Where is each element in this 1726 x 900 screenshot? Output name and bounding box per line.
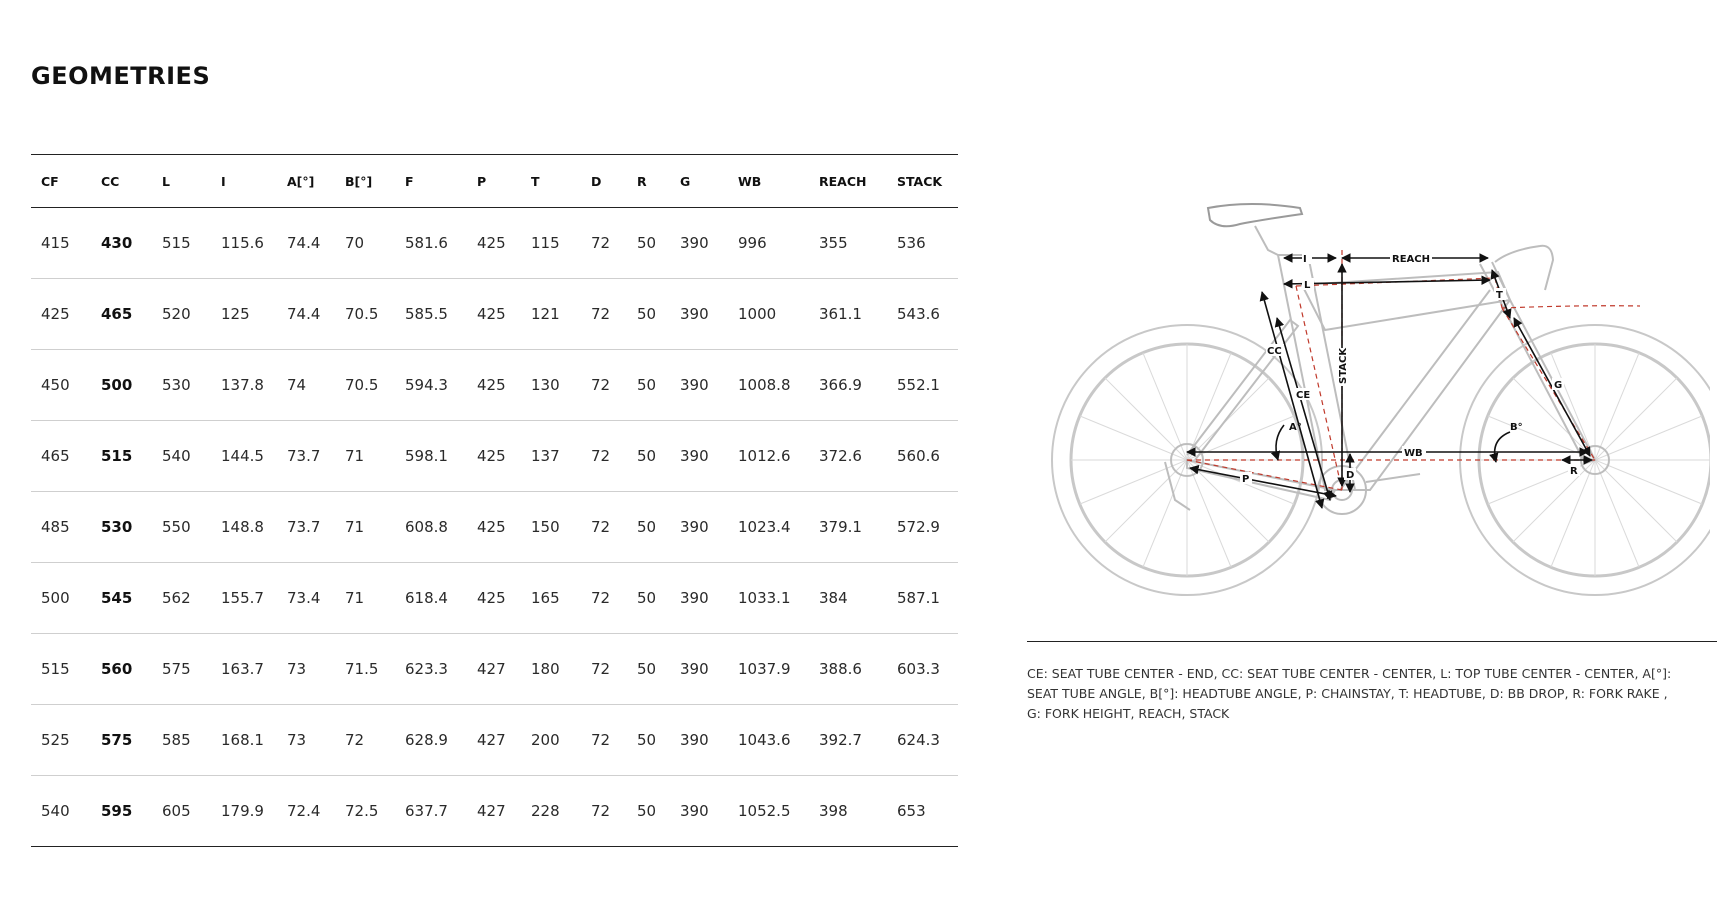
table-cell: 121 — [531, 305, 560, 323]
table-cell: 585 — [162, 731, 191, 749]
column-header: REACH — [819, 173, 867, 189]
column-header: L — [162, 173, 170, 189]
table-cell: 1000 — [738, 305, 777, 323]
table-cell: 996 — [738, 234, 767, 252]
table-cell: 585.5 — [405, 305, 448, 323]
table-cell: 72 — [591, 731, 611, 749]
dim-label-b: B° — [1510, 422, 1523, 433]
table-cell: 628.9 — [405, 731, 448, 749]
table-cell: 130 — [531, 376, 560, 394]
table-cell: 125 — [221, 305, 250, 323]
table-cell: 425 — [41, 305, 70, 323]
table-cell: 390 — [680, 660, 709, 678]
table-cell: 155.7 — [221, 589, 264, 607]
table-cell: 148.8 — [221, 518, 264, 536]
dim-label-r: R — [1570, 466, 1578, 477]
table-cell: 72 — [591, 660, 611, 678]
table-cell: 144.5 — [221, 447, 264, 465]
column-header: D — [591, 173, 602, 189]
table-cell: 74 — [287, 376, 307, 394]
table-cell: 594.3 — [405, 376, 448, 394]
table-cell: 1023.4 — [738, 518, 791, 536]
table-cell: 485 — [41, 518, 70, 536]
table-cell: 72 — [591, 589, 611, 607]
table-cell: 73 — [287, 731, 307, 749]
table-cell: 515 — [101, 447, 133, 465]
table-cell: 180 — [531, 660, 560, 678]
table-cell: 179.9 — [221, 802, 264, 820]
table-cell: 598.1 — [405, 447, 448, 465]
table-cell: 50 — [637, 731, 657, 749]
table-header-row — [31, 155, 958, 208]
table-cell: 50 — [637, 234, 657, 252]
table-cell: 392.7 — [819, 731, 862, 749]
table-cell: 500 — [41, 589, 70, 607]
table-cell: 390 — [680, 518, 709, 536]
table-cell: 530 — [162, 376, 191, 394]
table-cell: 50 — [637, 518, 657, 536]
table-cell: 623.3 — [405, 660, 448, 678]
table-cell: 515 — [162, 234, 191, 252]
table-cell: 72.4 — [287, 802, 321, 820]
table-cell: 73.7 — [287, 518, 321, 536]
column-header: F — [405, 173, 414, 189]
page-title: GEOMETRIES — [31, 62, 211, 90]
table-cell: 74.4 — [287, 234, 321, 252]
table-cell: 425 — [477, 447, 506, 465]
table-cell: 384 — [819, 589, 848, 607]
table-cell: 73.7 — [287, 447, 321, 465]
table-cell: 398 — [819, 802, 848, 820]
table-cell: 137 — [531, 447, 560, 465]
dim-label-i: I — [1303, 254, 1307, 265]
table-row — [31, 421, 958, 492]
table-cell: 575 — [162, 660, 191, 678]
table-cell: 379.1 — [819, 518, 862, 536]
table-cell: 562 — [162, 589, 191, 607]
table-row — [31, 776, 958, 847]
table-cell: 500 — [101, 376, 133, 394]
table-cell: 425 — [477, 234, 506, 252]
dim-label-cc: CC — [1267, 346, 1282, 357]
table-cell: 425 — [477, 589, 506, 607]
table-cell: 427 — [477, 802, 506, 820]
dim-label-l: L — [1304, 280, 1311, 291]
table-cell: 115 — [531, 234, 560, 252]
dim-label-a: A° — [1289, 422, 1302, 433]
table-cell: 1033.1 — [738, 589, 791, 607]
table-cell: 50 — [637, 802, 657, 820]
table-cell: 624.3 — [897, 731, 940, 749]
table-cell: 390 — [680, 376, 709, 394]
table-cell: 366.9 — [819, 376, 862, 394]
table-cell: 581.6 — [405, 234, 448, 252]
column-header: STACK — [897, 173, 943, 189]
column-header: G — [680, 173, 691, 189]
table-cell: 540 — [162, 447, 191, 465]
table-cell: 50 — [637, 447, 657, 465]
table-cell: 50 — [637, 376, 657, 394]
table-cell: 355 — [819, 234, 848, 252]
dimension-lines — [1187, 258, 1592, 508]
table-cell: 70 — [345, 234, 365, 252]
table-cell: 550 — [162, 518, 191, 536]
table-cell: 72 — [591, 802, 611, 820]
table-cell: 72 — [591, 447, 611, 465]
table-body — [31, 208, 958, 847]
table-cell: 560 — [101, 660, 133, 678]
table-cell: 587.1 — [897, 589, 940, 607]
column-header: B[°] — [345, 173, 373, 189]
table-cell: 168.1 — [221, 731, 264, 749]
table-cell: 70.5 — [345, 305, 379, 323]
table-cell: 427 — [477, 731, 506, 749]
table-cell: 50 — [637, 589, 657, 607]
table-cell: 228 — [531, 802, 560, 820]
table-cell: 450 — [41, 376, 70, 394]
column-header: CF — [41, 173, 59, 189]
table-cell: 390 — [680, 305, 709, 323]
table-cell: 1052.5 — [738, 802, 791, 820]
table-cell: 71 — [345, 518, 365, 536]
table-cell: 637.7 — [405, 802, 448, 820]
table-cell: 465 — [41, 447, 70, 465]
table-row — [31, 350, 958, 421]
table-row — [31, 705, 958, 776]
table-cell: 552.1 — [897, 376, 940, 394]
table-row — [31, 563, 958, 634]
table-cell: 575 — [101, 731, 133, 749]
table-cell: 71 — [345, 447, 365, 465]
table-cell: 150 — [531, 518, 560, 536]
table-cell: 73.4 — [287, 589, 321, 607]
bike-diagram-svg — [1040, 190, 1710, 605]
column-header: R — [637, 173, 647, 189]
table-cell: 72 — [591, 518, 611, 536]
table-cell: 595 — [101, 802, 133, 820]
table-cell: 372.6 — [819, 447, 862, 465]
table-cell: 1037.9 — [738, 660, 791, 678]
table-cell: 415 — [41, 234, 70, 252]
table-cell: 361.1 — [819, 305, 862, 323]
table-cell: 50 — [637, 305, 657, 323]
dim-label-p: P — [1242, 474, 1250, 485]
dim-label-t: T — [1496, 290, 1503, 301]
table-cell: 465 — [101, 305, 133, 323]
table-cell: 70.5 — [345, 376, 379, 394]
table-cell: 543.6 — [897, 305, 940, 323]
table-cell: 72 — [345, 731, 365, 749]
dim-label-d: D — [1346, 470, 1355, 481]
geometry-legend: CE: SEAT TUBE CENTER - END, CC: SEAT TUBE CENTER - CENTER, L: TOP TUBE CENTER - CENTER, A[°]: SEAT TUBE ANGLE, B[°]: HEADTUBE ANGLE, P: CHAINSTAY, T: HEADTUBE, D: BB DROP, R: FORK RAKE , G: FORK HEIGHT, REACH, STACK — [1027, 666, 1672, 721]
dim-label-g: G — [1554, 380, 1563, 391]
table-cell: 115.6 — [221, 234, 264, 252]
table-cell: 560.6 — [897, 447, 940, 465]
table-cell: 536 — [897, 234, 926, 252]
table-cell: 163.7 — [221, 660, 264, 678]
table-row — [31, 208, 958, 279]
table-cell: 425 — [477, 305, 506, 323]
column-header: CC — [101, 173, 120, 189]
table-cell: 74.4 — [287, 305, 321, 323]
table-cell: 515 — [41, 660, 70, 678]
table-cell: 427 — [477, 660, 506, 678]
dim-label-stack: STACK — [1338, 347, 1349, 384]
table-cell: 71 — [345, 589, 365, 607]
table-cell: 50 — [637, 660, 657, 678]
table-cell: 430 — [101, 234, 133, 252]
column-header: WB — [738, 173, 762, 189]
table-cell: 72.5 — [345, 802, 379, 820]
table-cell: 390 — [680, 447, 709, 465]
table-row — [31, 634, 958, 705]
table-cell: 1043.6 — [738, 731, 791, 749]
table-cell: 390 — [680, 234, 709, 252]
table-cell: 525 — [41, 731, 70, 749]
table-cell: 72 — [591, 376, 611, 394]
table-cell: 72 — [591, 234, 611, 252]
table-cell: 73 — [287, 660, 307, 678]
dim-label-ce: CE — [1296, 390, 1311, 401]
table-cell: 605 — [162, 802, 191, 820]
table-cell: 390 — [680, 589, 709, 607]
table-cell: 545 — [101, 589, 133, 607]
table-cell: 425 — [477, 518, 506, 536]
table-cell: 1012.6 — [738, 447, 791, 465]
column-header: P — [477, 173, 487, 189]
bike-geometry-diagram — [1040, 190, 1710, 605]
table-cell: 1008.8 — [738, 376, 791, 394]
table-cell: 530 — [101, 518, 133, 536]
table-cell: 653 — [897, 802, 926, 820]
geometry-table-container — [31, 154, 958, 847]
table-cell: 137.8 — [221, 376, 264, 394]
table-cell: 425 — [477, 376, 506, 394]
table-cell: 520 — [162, 305, 191, 323]
table-row — [31, 279, 958, 350]
table-cell: 390 — [680, 802, 709, 820]
table-cell: 572.9 — [897, 518, 940, 536]
table-cell: 200 — [531, 731, 560, 749]
column-header: I — [221, 173, 226, 189]
column-header: A[°] — [287, 173, 315, 189]
table-cell: 72 — [591, 305, 611, 323]
table-cell: 390 — [680, 731, 709, 749]
saddle — [1208, 204, 1302, 226]
table-cell: 618.4 — [405, 589, 448, 607]
table-row — [31, 492, 958, 563]
legend-divider — [1027, 641, 1717, 642]
dim-label-reach: REACH — [1392, 254, 1430, 265]
dim-label-wb: WB — [1404, 448, 1423, 459]
column-header: T — [531, 173, 540, 189]
table-cell: 71.5 — [345, 660, 379, 678]
geometry-table — [31, 154, 958, 847]
table-cell: 608.8 — [405, 518, 448, 536]
table-cell: 540 — [41, 802, 70, 820]
table-cell: 165 — [531, 589, 560, 607]
table-cell: 388.6 — [819, 660, 862, 678]
table-cell: 603.3 — [897, 660, 940, 678]
